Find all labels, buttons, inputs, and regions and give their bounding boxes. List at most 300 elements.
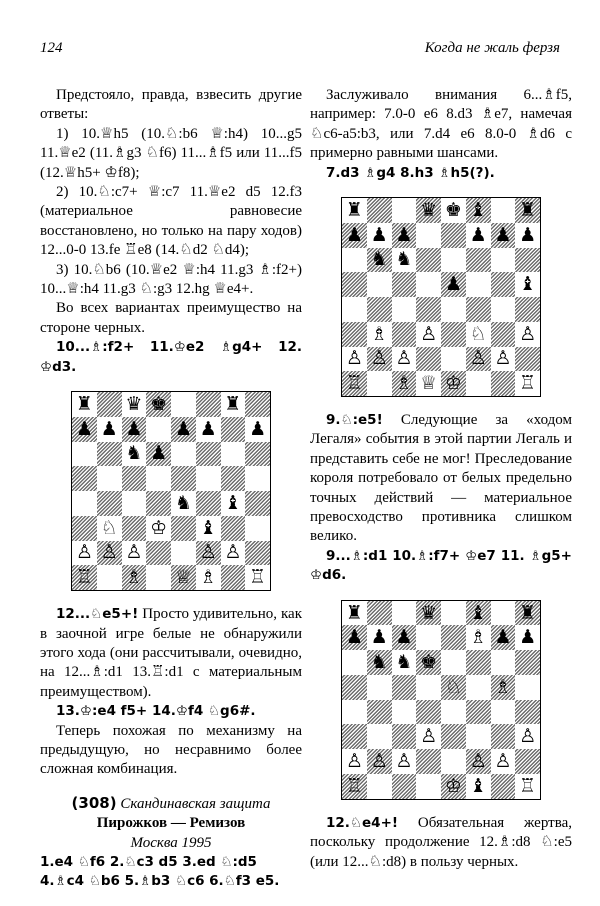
board-square (245, 491, 270, 516)
board-square (416, 601, 441, 626)
board-square (491, 371, 516, 396)
board-square (97, 442, 122, 467)
board-square (515, 774, 540, 799)
board-square (466, 625, 491, 650)
board-square (342, 223, 367, 248)
chess-piece: ♔ (444, 774, 462, 797)
chess-piece: ♟ (125, 417, 143, 440)
board-square (515, 198, 540, 223)
board-square (146, 442, 171, 467)
board-square (416, 322, 441, 347)
board-square (441, 198, 466, 223)
chess-diagram (71, 391, 271, 591)
move-highlight: 12...♘e5+! (56, 606, 139, 623)
board-square (466, 297, 491, 322)
board-square (72, 392, 97, 417)
right-column (310, 86, 572, 872)
board-square (466, 248, 491, 273)
board-square (122, 392, 147, 417)
board-square (392, 601, 417, 626)
board-square (441, 248, 466, 273)
board-square (441, 297, 466, 322)
chess-piece: ♜ (519, 601, 537, 624)
board-square (491, 297, 516, 322)
board-square (466, 322, 491, 347)
board-square (416, 347, 441, 372)
board-square (171, 565, 196, 590)
board-square (515, 371, 540, 396)
board-square (221, 541, 246, 566)
board-square (491, 675, 516, 700)
board-square (367, 700, 392, 725)
board-square (416, 297, 441, 322)
chess-piece: ♝ (519, 273, 537, 296)
board-square (416, 675, 441, 700)
board-square (392, 272, 417, 297)
chess-piece: ♔ (150, 516, 168, 539)
chess-piece: ♟ (75, 417, 93, 440)
chess-piece: ♙ (519, 322, 537, 345)
board-square (122, 466, 147, 491)
chess-piece: ♙ (370, 347, 388, 370)
chess-piece: ♝ (469, 774, 487, 797)
board-square (97, 516, 122, 541)
board-square (367, 248, 392, 273)
chess-piece: ♙ (469, 347, 487, 370)
chess-piece: ♟ (174, 417, 192, 440)
board-square (196, 417, 221, 442)
board-square (441, 223, 466, 248)
board-square (342, 347, 367, 372)
board-square (491, 601, 516, 626)
paragraph (310, 411, 572, 547)
chess-diagram (341, 197, 541, 397)
board-square (416, 650, 441, 675)
board-square (367, 297, 392, 322)
board-square (221, 466, 246, 491)
paragraph: Заслуживало внимания 6...♗f5, например: 7.0-0 e6 8.d3 ♗e7, намечая ♘c6-a5:b3, или 7.d4 e6 8.0-0 ♗d6 с примерно равными шансами. (310, 87, 572, 162)
chess-piece: ♜ (345, 198, 363, 221)
board-square (72, 442, 97, 467)
board-square (72, 516, 97, 541)
board-square (342, 322, 367, 347)
chess-piece: ♟ (150, 442, 168, 465)
chess-piece: ♝ (469, 601, 487, 624)
board-square (122, 417, 147, 442)
board-square (122, 516, 147, 541)
chess-piece: ♖ (519, 372, 537, 395)
chess-piece: ♕ (174, 566, 192, 589)
chess-piece: ♙ (100, 541, 118, 564)
paragraph: Предстояло, правда, взвесить другие ответы: (40, 87, 302, 123)
chess-piece: ♙ (199, 541, 217, 564)
board-square (441, 774, 466, 799)
chess-piece: ♚ (444, 198, 462, 221)
board-square (196, 516, 221, 541)
chess-piece: ♗ (469, 626, 487, 649)
main-line-moves: 7.d3 ♗g4 8.h3 ♗h5(?). (326, 164, 495, 181)
chess-piece: ♞ (395, 651, 413, 674)
board-square (515, 749, 540, 774)
board-square (441, 625, 466, 650)
board-square (441, 650, 466, 675)
chess-piece: ♗ (494, 675, 512, 698)
board-square (122, 541, 147, 566)
chess-piece: ♟ (494, 626, 512, 649)
board-square (367, 774, 392, 799)
chess-piece: ♖ (345, 774, 363, 797)
board-square (72, 491, 97, 516)
board-square (367, 724, 392, 749)
chess-piece: ♟ (345, 626, 363, 649)
main-line-moves: 9...♗:d1 10.♗:f7+ ♔e7 11. ♗g5+ ♔d6. (310, 547, 572, 584)
board-square (97, 491, 122, 516)
board-square (466, 198, 491, 223)
chess-piece: ♟ (395, 626, 413, 649)
board-square (245, 417, 270, 442)
chess-piece: ♞ (125, 442, 143, 465)
board-square (171, 466, 196, 491)
board-square (466, 700, 491, 725)
chess-piece: ♖ (345, 372, 363, 395)
chess-piece: ♟ (519, 626, 537, 649)
chess-piece: ♟ (199, 417, 217, 440)
board-square (196, 541, 221, 566)
chess-piece: ♗ (199, 566, 217, 589)
board-square (515, 272, 540, 297)
board-square (221, 417, 246, 442)
paragraph (40, 605, 302, 702)
board-square (466, 601, 491, 626)
players: Пирожков — Ремизов (96, 815, 246, 832)
game-moves: 1.e4 ♘f6 2.♘c3 d5 3.ed ♘:d5 4.♗c4 ♘b6 5.♗b3 ♘c6 6.♘f3 e5. (40, 853, 280, 890)
chess-piece: ♟ (100, 417, 118, 440)
board-square (367, 347, 392, 372)
board-square (245, 541, 270, 566)
board-square (171, 442, 196, 467)
board-square (146, 392, 171, 417)
chess-piece: ♝ (224, 491, 242, 514)
board-square (515, 625, 540, 650)
chess-piece: ♛ (125, 392, 143, 415)
board-square (441, 749, 466, 774)
board-square (342, 650, 367, 675)
left-column (40, 86, 302, 892)
board-square (367, 749, 392, 774)
chess-piece: ♛ (420, 601, 438, 624)
board-square (171, 541, 196, 566)
board-square (466, 724, 491, 749)
board-square (515, 724, 540, 749)
board-square (146, 417, 171, 442)
chess-piece: ♜ (519, 198, 537, 221)
chess-piece: ♟ (370, 223, 388, 246)
board-square (416, 223, 441, 248)
board-square (515, 347, 540, 372)
board-square (171, 417, 196, 442)
board-square (392, 749, 417, 774)
board-square (491, 749, 516, 774)
board-square (171, 392, 196, 417)
board-square (491, 724, 516, 749)
board-square (491, 322, 516, 347)
board-square (416, 724, 441, 749)
chess-piece: ♙ (395, 347, 413, 370)
variation-1: 1) 10.♕h5 (10.♘:b6 ♕:h4) 10...g5 11.♕e2 (11.♗g3 ♘f6) 11...♗f5 или 11...f5 (12.♕h5+ ♔f8); (40, 125, 302, 181)
board-square (245, 565, 270, 590)
chess-piece: ♜ (345, 601, 363, 624)
board-square (196, 392, 221, 417)
paragraph: Теперь похожая по механизму на предыдущую, но несравнимо более сложная комбинация. (40, 722, 302, 778)
variation-3: 3) 10.♘b6 (10.♕e2 ♕:h4 11.g3 ♗:f2+) 10...♕:h4 11.g3 ♘:g3 12.hg ♕e4+. (40, 261, 302, 298)
board-square (196, 466, 221, 491)
board-square (416, 700, 441, 725)
board-square (72, 565, 97, 590)
chess-piece: ♟ (519, 223, 537, 246)
board-square (146, 466, 171, 491)
board-square (342, 774, 367, 799)
chess-board (71, 391, 271, 591)
board-square (466, 272, 491, 297)
board-square (342, 371, 367, 396)
board-square (392, 198, 417, 223)
chess-piece: ♜ (75, 392, 93, 415)
board-square (515, 223, 540, 248)
board-square (515, 601, 540, 626)
board-square (367, 272, 392, 297)
board-square (342, 675, 367, 700)
board-square (441, 724, 466, 749)
board-square (72, 466, 97, 491)
board-square (491, 198, 516, 223)
board-square (466, 650, 491, 675)
board-square (97, 541, 122, 566)
board-square (122, 565, 147, 590)
board-square (392, 223, 417, 248)
chess-piece: ♗ (370, 322, 388, 345)
board-square (491, 625, 516, 650)
board-square (367, 601, 392, 626)
board-square (221, 516, 246, 541)
board-square (367, 322, 392, 347)
chess-piece: ♗ (395, 372, 413, 395)
board-square (441, 272, 466, 297)
chess-piece: ♕ (420, 372, 438, 395)
chess-piece: ♙ (370, 750, 388, 773)
chess-piece: ♙ (395, 750, 413, 773)
board-square (72, 417, 97, 442)
board-square (221, 565, 246, 590)
chess-piece: ♙ (125, 541, 143, 564)
board-square (196, 491, 221, 516)
comment-text: Просто удивительно, как в заочной игре белые не обнаружили этого хода (они рассчитывали, очевидно, на 12...♗:d1 13.♖:d1 с материальным преимуществом). (40, 606, 302, 700)
chess-piece: ♘ (100, 516, 118, 539)
board-square (245, 392, 270, 417)
page-number: 124 (40, 40, 63, 56)
chess-piece: ♖ (519, 774, 537, 797)
board-square (392, 322, 417, 347)
board-square (416, 749, 441, 774)
board-square (367, 371, 392, 396)
chess-piece: ♟ (249, 417, 267, 440)
board-square (466, 371, 491, 396)
move-highlight: 9.♘:e5! (326, 412, 383, 429)
board-square (441, 371, 466, 396)
chess-piece: ♞ (174, 491, 192, 514)
board-square (171, 516, 196, 541)
board-square (515, 700, 540, 725)
chess-board (341, 197, 541, 397)
chess-piece: ♙ (519, 725, 537, 748)
board-square (416, 371, 441, 396)
board-square (515, 248, 540, 273)
board-square (245, 466, 270, 491)
board-square (196, 442, 221, 467)
board-square (367, 223, 392, 248)
board-square (392, 347, 417, 372)
board-square (146, 541, 171, 566)
chess-piece: ♟ (345, 223, 363, 246)
board-square (392, 650, 417, 675)
opening-name: Скандинавская защита (116, 795, 271, 812)
chess-piece: ♔ (444, 372, 462, 395)
board-square (392, 774, 417, 799)
main-line-moves: 10...♗:f2+ 11.♔e2 ♗g4+ 12. ♔d3. (40, 339, 302, 375)
board-square (491, 700, 516, 725)
board-square (342, 625, 367, 650)
board-square (221, 392, 246, 417)
move-highlight: 12.♘e4+! (326, 814, 399, 831)
board-square (416, 625, 441, 650)
board-square (245, 442, 270, 467)
event-place: Москва 1995 (130, 834, 212, 851)
board-square (342, 700, 367, 725)
chess-piece: ♞ (370, 651, 388, 674)
board-square (515, 675, 540, 700)
chess-piece: ♞ (370, 248, 388, 271)
board-square (515, 297, 540, 322)
chess-piece: ♛ (420, 198, 438, 221)
chess-piece: ♙ (494, 347, 512, 370)
chess-piece: ♘ (469, 322, 487, 345)
board-square (392, 625, 417, 650)
board-square (221, 491, 246, 516)
board-square (97, 565, 122, 590)
chess-piece: ♞ (395, 248, 413, 271)
board-square (146, 565, 171, 590)
board-square (466, 774, 491, 799)
board-square (416, 248, 441, 273)
chess-piece: ♙ (420, 322, 438, 345)
board-square (342, 198, 367, 223)
chess-piece: ♘ (444, 675, 462, 698)
chess-piece: ♜ (224, 392, 242, 415)
board-square (367, 625, 392, 650)
board-square (245, 516, 270, 541)
board-square (416, 198, 441, 223)
board-square (466, 223, 491, 248)
chess-piece: ♟ (469, 223, 487, 246)
board-square (342, 601, 367, 626)
board-square (416, 272, 441, 297)
paragraph (310, 814, 572, 872)
chess-piece: ♟ (494, 223, 512, 246)
board-square (441, 675, 466, 700)
board-square (416, 774, 441, 799)
board-square (392, 297, 417, 322)
board-square (392, 724, 417, 749)
chess-piece: ♙ (469, 750, 487, 773)
chess-piece: ♝ (199, 516, 217, 539)
board-square (441, 322, 466, 347)
board-square (392, 700, 417, 725)
board-square (367, 675, 392, 700)
running-title: Когда не жаль ферзя (424, 40, 560, 56)
board-square (491, 347, 516, 372)
chess-piece: ♗ (125, 566, 143, 589)
variation-2: 2) 10.♘:c7+ ♕:c7 11.♕e2 d5 12.f3 (материальное равновесие восстановлено, но только на пару ходов) 12...0-0 13.fe ♖e8 (14.♘d2 ♘d4); (40, 184, 302, 259)
board-square (342, 297, 367, 322)
board-square (441, 347, 466, 372)
board-square (392, 675, 417, 700)
chess-diagram (341, 600, 541, 800)
board-square (146, 491, 171, 516)
chess-piece: ♖ (75, 566, 93, 589)
comment-text: Обязательная жертва, поскольку продолжение 12.♗:d8 ♘:e5 (или 12...♘:d8) в пользу черных. (310, 814, 572, 870)
board-square (491, 223, 516, 248)
chess-piece: ♙ (224, 541, 242, 564)
chess-piece: ♖ (249, 566, 267, 589)
board-square (171, 491, 196, 516)
board-square (466, 749, 491, 774)
board-square (146, 516, 171, 541)
chess-board (341, 600, 541, 800)
board-square (97, 466, 122, 491)
board-square (515, 322, 540, 347)
board-square (342, 724, 367, 749)
game-number: (308) (71, 793, 117, 812)
chess-piece: ♟ (395, 223, 413, 246)
chess-piece: ♙ (345, 347, 363, 370)
board-square (221, 442, 246, 467)
chess-piece: ♙ (75, 541, 93, 564)
board-square (491, 248, 516, 273)
paragraph: Во всех вариантах преимущество на стороне черных. (40, 300, 302, 336)
board-square (491, 272, 516, 297)
chess-piece: ♟ (444, 273, 462, 296)
board-square (491, 774, 516, 799)
board-square (392, 371, 417, 396)
chess-piece: ♚ (150, 392, 168, 415)
board-square (97, 392, 122, 417)
board-square (466, 347, 491, 372)
chess-piece: ♟ (370, 626, 388, 649)
board-square (491, 650, 516, 675)
chess-piece: ♝ (469, 198, 487, 221)
board-square (342, 248, 367, 273)
board-square (122, 491, 147, 516)
board-square (342, 272, 367, 297)
board-square (367, 650, 392, 675)
chess-piece: ♚ (420, 651, 438, 674)
chess-piece: ♙ (420, 725, 438, 748)
board-square (72, 541, 97, 566)
chess-piece: ♙ (345, 750, 363, 773)
comment-text: Следующие за «ходом Легаля» события в этой партии Легаль и представить себе не мог! Преследование короля потребовало от белых предельно точных действий — материальное превосходство противника слишком велико. (310, 412, 572, 545)
main-line-moves: 13.♔:e4 f5+ 14.♔f4 ♘g6#. (56, 703, 256, 720)
game-heading (40, 794, 302, 814)
board-square (122, 442, 147, 467)
